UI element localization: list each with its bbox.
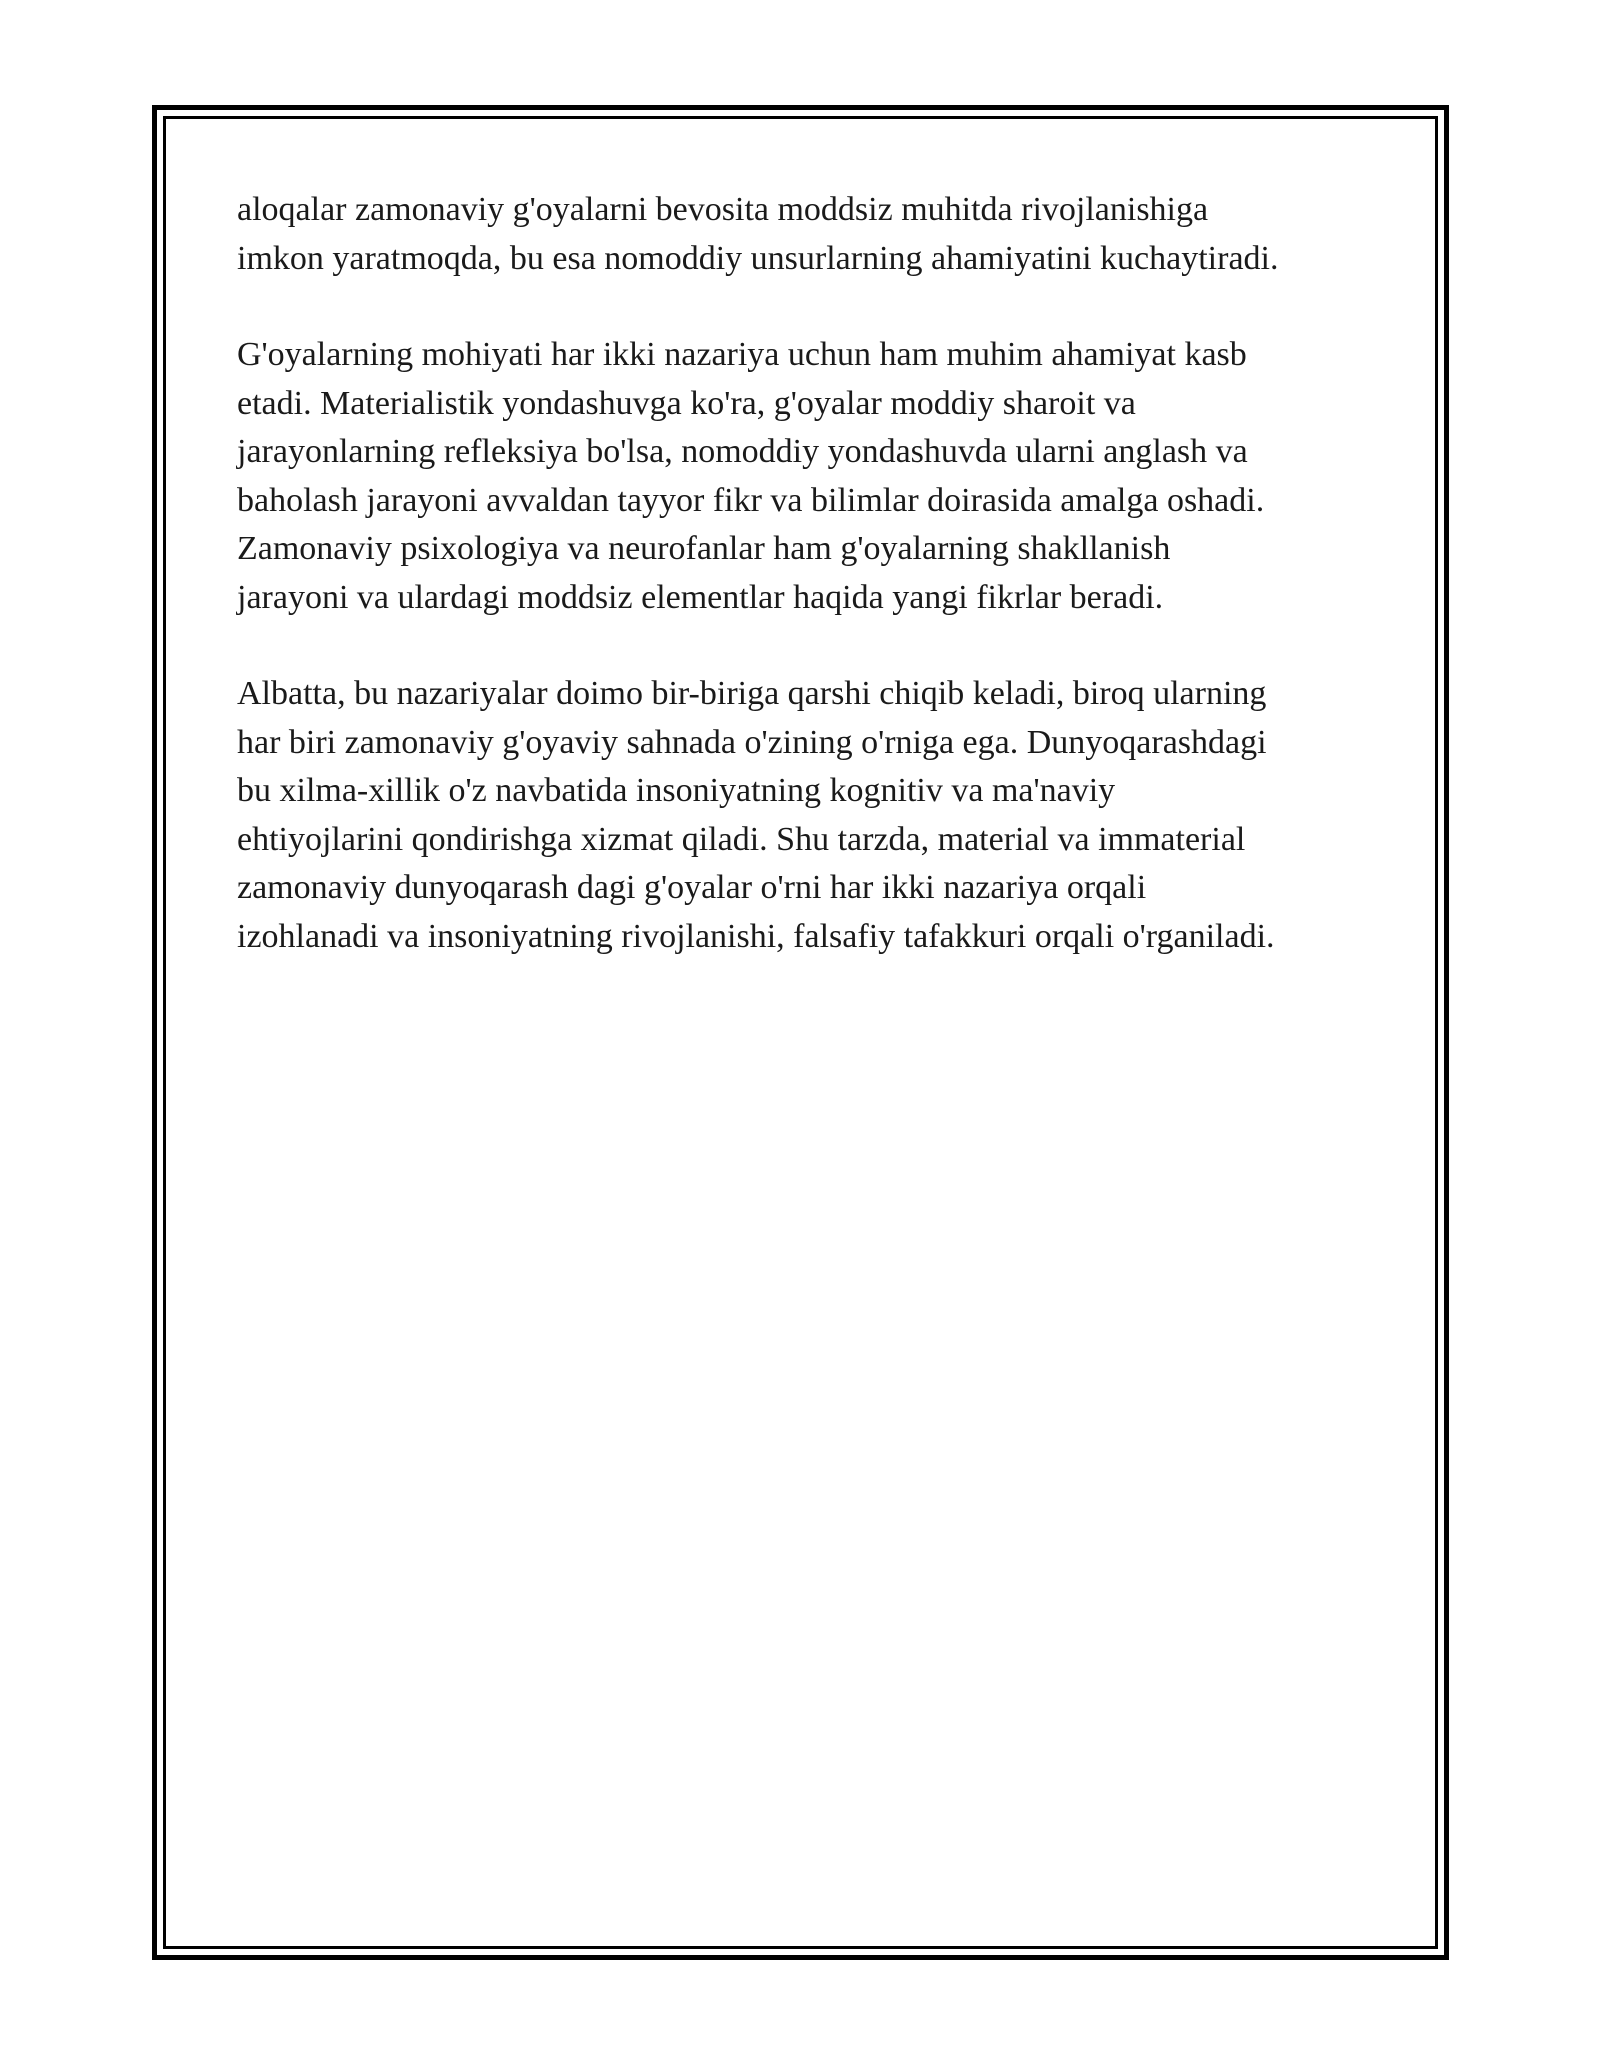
text-line: izohlanadi va insoniyatning rivojlanishi, falsafiy tafakkuri orqali o'rganiladi.	[237, 917, 1275, 955]
paragraph-1	[237, 186, 1367, 283]
paragraph-3	[237, 670, 1367, 961]
text-line: G'oyalarning mohiyati har ikki nazariya uchun ham muhim ahamiyat kasb	[237, 336, 1247, 373]
document-body	[237, 186, 1367, 1009]
text-line: etadi. Materialistik yondashuvga ko'ra, g'oyalar moddiy sharoit va	[237, 384, 1136, 422]
paragraph-2	[237, 331, 1367, 622]
text-line: Albatta, bu nazariyalar doimo bir-biriga qarshi chiqib keladi, biroq ularning	[237, 675, 1267, 712]
text-line: jarayonlarning refleksiya bo'lsa, nomoddiy yondashuvda ularni anglash va	[237, 433, 1248, 470]
text-line: imkon yaratmoqda, bu esa nomoddiy unsurlarning ahamiyatini kuchaytiradi.	[237, 239, 1279, 277]
text-line: baholash jarayoni avvaldan tayyor fikr va bilimlar doirasida amalga oshadi.	[237, 481, 1265, 519]
text-line: har biri zamonaviy g'oyaviy sahnada o'zining o'rniga ega. Dunyoqarashdagi	[237, 723, 1267, 761]
text-line: bu xilma-xillik o'z navbatida insoniyatning kognitiv va ma'naviy	[237, 772, 1116, 809]
text-line: aloqalar zamonaviy g'oyalarni bevosita moddsiz muhitda rivojlanishiga	[237, 191, 1209, 228]
text-line: zamonaviy dunyoqarash dagi g'oyalar o'rni har ikki nazariya orqali	[237, 869, 1147, 906]
text-line: ehtiyojlarini qondirishga xizmat qiladi. Shu tarzda, material va immaterial	[237, 820, 1246, 858]
text-line: Zamonaviy psixologiya va neurofanlar ham g'oyalarning shakllanish	[237, 530, 1171, 567]
text-line: jarayoni va ulardagi moddsiz elementlar haqida yangi fikrlar beradi.	[237, 578, 1164, 616]
